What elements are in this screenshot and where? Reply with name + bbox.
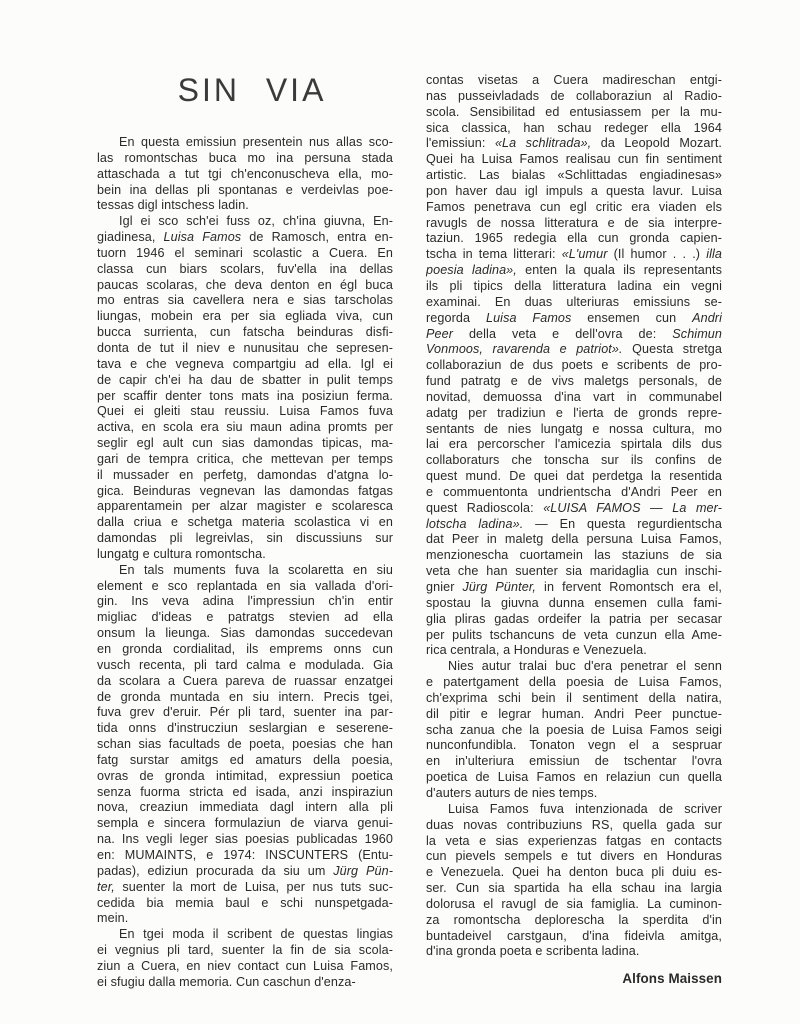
- text-line: gari de tempra critica, che mettevan per temps: [97, 451, 393, 466]
- text-line: mein.: [97, 911, 129, 926]
- text-line: lungatg e cultura romontscha.: [97, 546, 266, 561]
- text-line: poetica de Luisa Famos en relaziun cun quella: [426, 770, 722, 785]
- text-line: cun pievels sempels e tut divers en Honduras: [426, 849, 722, 864]
- author-signature: Alfons Maissen: [622, 971, 722, 987]
- text-line: schan sias facultads de poeta, poesias che han: [97, 737, 393, 752]
- article-title: SIN VIA: [177, 72, 327, 108]
- text-line: activa, en scola era siu maun adina promts per: [97, 420, 393, 435]
- text-line: ch'exprima schi bein il sentiment della natira,: [426, 690, 722, 705]
- text-line: tuorn 1946 el seminari scolastic a Cuera. En: [97, 245, 393, 260]
- text-line: vusch recenta, pli tard calma e modulada. Gia: [97, 657, 393, 672]
- text-line: las romontschas buca mo ina persuna stada: [97, 150, 393, 165]
- text-line: sempla e sincera formulaziun de viarva genui-: [97, 816, 393, 831]
- text-line: d'auters auturs de nies temps.: [426, 785, 598, 800]
- text-line: fuva grev d'eruir. Pér pli tard, suenter ina par-: [97, 705, 393, 720]
- text-line: en gronda cordialitad, ils emprems onns cun: [97, 642, 393, 656]
- text-line: per pulits tschancuns de veta cunzun ella Ame-: [426, 627, 722, 642]
- text-line: sentants de nies lungatg e nossa cultura, mo: [426, 421, 722, 436]
- text-line: dalla criua e schetga materia scolastica vi en: [97, 515, 393, 530]
- text-line: scola. Sensibilitad ed entusiassem per la mu-: [426, 104, 722, 119]
- text-line: rica centrala, a Honduras e Venezuela.: [426, 643, 647, 658]
- text-line: En questa emissiun presentein nus allas sco-: [119, 135, 393, 149]
- text-line: poesia ladina», enten la quala ils representants: [426, 263, 722, 278]
- text-line: adatg per tradiziun e l'ierta de gronds repre-: [426, 405, 722, 420]
- text-line: d'ina gronda poeta e scribenta ladina.: [426, 944, 640, 959]
- text-line: tessas digl intschess ladin.: [97, 198, 249, 213]
- text-line: il mussader en perfetg, damondas d'atgna lo-: [97, 467, 393, 482]
- text-line: pon haver dau igl impuls a questa lavur. Luisa: [426, 183, 722, 198]
- text-line: contas visetas a Cuera madireschan entgi-: [426, 73, 722, 87]
- text-line: fund patratg e de vivs maletgs personals, de: [426, 374, 722, 389]
- text-line: damondas pli legreivlas, sin discussiuns sur: [97, 531, 393, 546]
- text-line: Famos penetrava cun egl critic era viaden els: [426, 199, 722, 214]
- paragraph: [97, 927, 393, 990]
- text-line: En tgei moda il scribent de questas lingias: [119, 927, 393, 942]
- text-line: tida onns d'instrucziun seslargian e seserene-: [97, 721, 393, 736]
- text-line: l'emissiun: «La schlitrada», da Leopold Mozart.: [426, 136, 722, 151]
- text-line: dil pitir e legrar human. Andri Peer punctue-: [426, 706, 722, 721]
- text-line: Nies autur tralai buc d'era penetrar el senn: [448, 659, 722, 674]
- text-line: regorda Luisa Famos ensemen cun Andri: [426, 310, 722, 325]
- right-column: [426, 73, 722, 987]
- text-line: examinai. En duas ulteriuras emissiuns se-: [426, 294, 722, 309]
- text-line: mo entras sia cavellera nera e sias tarscholas: [97, 293, 393, 308]
- text-line: liungas, mobein era per sia egliada viva, cun: [97, 309, 393, 324]
- text-line: buntadeivel carstgaun, d'ina fideivla amitga,: [426, 928, 722, 943]
- text-line: novitad, demuossa d'ina vart in communabel: [426, 389, 722, 404]
- text-line: padas), ediziun procurada da siu um Jürg Pün-: [97, 863, 393, 878]
- text-line: e commuentonta undrientscha d'Andri Peer en: [426, 484, 722, 499]
- left-column-text: [97, 135, 393, 991]
- text-line: donta de tut il niev e nunusitau che sepresen-: [97, 340, 393, 355]
- text-line: ovras de gronda intimitad, expressiun poetica: [97, 768, 393, 783]
- text-line: en in'ulteriura emissiun de tschentar l'ovra: [426, 754, 722, 769]
- text-line: la veta e sias experienzas fatgas en contacts: [426, 833, 722, 848]
- text-line: ravugls de nossa litteratura e de sia interpre-: [426, 215, 722, 230]
- text-line: na. Ins vegli leger sias poesias publicadas 1960: [97, 832, 393, 847]
- text-line: tava e che vegneva compartgiu ad ella. Igl ei: [97, 356, 393, 371]
- text-line: quest mund. De quei dat perdetga la resentida: [426, 469, 722, 484]
- text-line: e patertgament della poesia de Luisa Famos,: [426, 675, 722, 690]
- text-line: duas novas contribuziuns RS, quella gada sur: [426, 817, 722, 832]
- text-line: nunconfundibla. Tonaton vegn el a sespruar: [426, 738, 722, 753]
- text-line: classa cun biars scolars, fuv'ella ina dellas: [97, 261, 393, 276]
- text-line: taziun. 1965 redegia ella cun gronda capien-: [426, 231, 722, 246]
- text-line: ter, suenter la mort de Luisa, per nus tuts suc-: [97, 879, 393, 894]
- left-column: [97, 72, 393, 991]
- text-line: sica classica, han schau redeger ella 1964: [426, 120, 722, 135]
- text-line: lotscha ladina». — En questa regurdientscha: [426, 516, 722, 531]
- text-line: gin. Ins veva adina l'impressiun ch'in entir: [97, 594, 393, 609]
- text-line: En tals muments fuva la scolaretta en siu: [119, 562, 393, 577]
- text-line: ser. Cun sia spartida ha ella schau ina largia: [426, 881, 722, 896]
- text-line: collaboraziun de dus poets e scribents de pro-: [426, 358, 722, 373]
- text-line: seglir egl ault cun sias damondas tipicas, ma-: [97, 436, 393, 451]
- text-line: artistic. Las bialas «Schlittadas engiadinesas»: [426, 168, 722, 183]
- text-line: senza fuorma stricta ed isada, anzi inspiraziun: [97, 784, 393, 799]
- text-line: ziun a Cuera, en niev contact cun Luisa Famos,: [97, 958, 393, 973]
- text-line: per scaffir denter tons mats ina posiziun ferma.: [97, 388, 393, 403]
- text-line: ei sfugiu dalla memoria. Cun caschun d'enza-: [97, 974, 356, 989]
- text-line: element e sco replantada en sia vallada d'ori-: [97, 578, 393, 593]
- text-line: nas pusseivladads de collaboraziun al Radio-: [426, 88, 722, 103]
- text-line: bein ina dellas pli spontanas e verdeivlas poe-: [97, 182, 393, 197]
- text-line: Luisa Famos fuva intenzionada de scriver: [448, 801, 722, 816]
- right-column-text: [426, 73, 722, 960]
- text-line: Vonmoos, ravarenda e patriot». Questa stretga: [426, 342, 722, 357]
- text-line: apparentamein per alzar magister e scolaresca: [97, 499, 393, 514]
- paragraph: [426, 802, 722, 960]
- text-line: lai era percorscher l'amicezia spirtala dils dus: [426, 437, 722, 452]
- text-line: za romontscha deplorescha la sperdita d'in: [426, 912, 722, 927]
- text-line: bucca surrienta, cun fatscha beinduras disfi-: [97, 325, 393, 340]
- text-line: migliac d'ideas e patratgs stevien ad ella: [97, 610, 393, 625]
- paragraph: [426, 73, 722, 659]
- paragraph: [97, 135, 393, 214]
- text-line: gica. Beinduras vegnevan las damondas fatgas: [97, 483, 393, 498]
- text-line: en: MUMAINTS, e 1974: INSCUNTERS (Entu-: [97, 847, 393, 862]
- text-line: de gronda muntada en siu intern. Precis tgei,: [97, 689, 393, 704]
- text-line: dolorusa el ravugl de sia famiglia. La cuminon-: [426, 896, 722, 911]
- text-line: veta che han suenter sia maridaglia cun inschi-: [426, 564, 722, 579]
- text-line: quest Radioscola: «LUISA FAMOS — La mer-: [426, 500, 722, 515]
- text-line: da scolara a Cuera pareva de ruassar enzatgei: [97, 673, 393, 688]
- text-line: de capir ch'ei ha dau de sbatter in pulit temps: [97, 372, 393, 387]
- text-line: scha zanua che la poesia de Luisa Famos seigi: [426, 722, 722, 737]
- text-line: collaboraturs che tonscha sur ils confins de: [426, 453, 722, 468]
- text-line: gnier Jürg Pünter, in fervent Romontsch era el,: [426, 580, 722, 594]
- text-line: e Venezuela. Quei ha denton buca pli duiu es-: [426, 865, 722, 880]
- text-line: paucas scolaras, che deva denton en égl buca: [97, 277, 393, 292]
- text-line: onsum la lieunga. Sias damondas succedevan: [97, 626, 393, 641]
- text-line: Quei ha Luisa Famos realisau cun fin sentiment: [426, 152, 722, 167]
- text-line: tscha in tema litterari: «L'umur (Il humor . . .) illa: [426, 247, 722, 262]
- paragraph: [97, 563, 393, 927]
- text-line: menzionescha cuortamein las staziuns de sia: [426, 548, 722, 563]
- text-line: Quei ei gleiti stau reussiu. Luisa Famos fuva: [97, 404, 393, 419]
- text-line: glia pliras gadas ordeifer la patria per secasar: [426, 611, 722, 626]
- text-line: fatg surstar amitgs ed amaturs della poesia,: [97, 752, 393, 767]
- paragraph: [97, 214, 393, 563]
- text-line: nova, creaziun immediata dagl intern alla pli: [97, 800, 393, 815]
- text-line: attaschada a tut tgi ch'enconuscheva ella, mo-: [97, 166, 393, 181]
- text-line: Peer della veta e dell'ovra de: Schimun: [426, 326, 722, 341]
- text-line: spostau la giuvna dunna ensemen culla fami-: [426, 595, 722, 610]
- text-line: giadinesa, Luisa Famos de Ramosch, entra en-: [97, 230, 393, 245]
- paragraph: [426, 659, 722, 802]
- text-line: dat Peer in maletg della persuna Luisa Famos,: [426, 532, 722, 547]
- text-line: cedida bia memia baul e schi nunspetgada-: [97, 895, 393, 910]
- text-line: Igl ei sco sch'ei fuss oz, ch'ina giuvna, En-: [119, 214, 393, 229]
- text-line: ei vegnius pli tard, suenter la fin de sia scola-: [97, 943, 393, 958]
- text-line: ils pli tipics della litteratura ladina ein vegni: [426, 278, 722, 293]
